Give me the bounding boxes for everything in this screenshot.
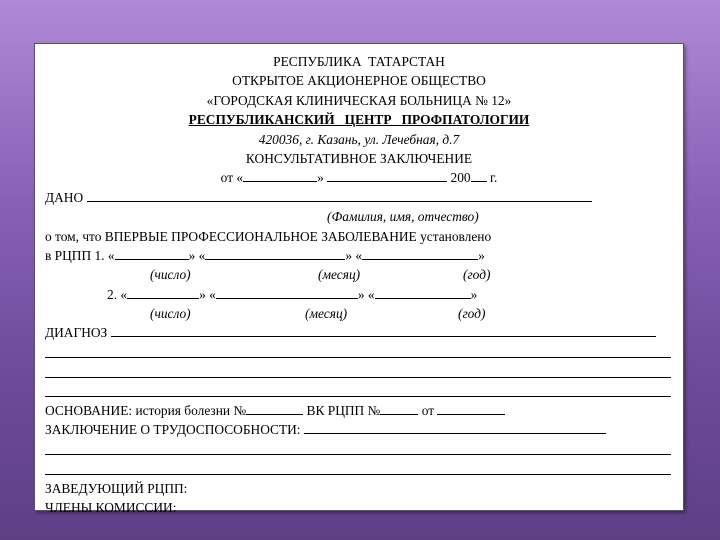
hint-month: (месяц) — [305, 306, 348, 322]
basis-from-label: от — [421, 403, 435, 419]
quote-open: « — [355, 247, 363, 263]
hint-year: (год) — [463, 267, 491, 283]
members-line: ЧЛЕНЫ КОМИССИИ: — [45, 499, 177, 515]
rcpp2-day-blank[interactable] — [127, 287, 199, 299]
date-year-prefix: 200 — [450, 170, 471, 186]
quote-close: » — [345, 247, 353, 263]
diagnosis-blank[interactable] — [111, 325, 656, 337]
quote-open: « — [209, 286, 216, 302]
quote-open: « — [367, 286, 375, 302]
hint-day: (число) — [150, 306, 191, 322]
rcpp1-day-blank[interactable] — [115, 248, 189, 260]
date-quote-close: » — [317, 170, 324, 186]
rcpp2-year-blank[interactable] — [375, 287, 471, 299]
rcpp2-hints — [45, 304, 673, 323]
fio-hint: (Фамилия, имя, отчество) — [327, 209, 479, 225]
diagnosis-extra-line[interactable] — [45, 382, 673, 401]
hint-year: (год) — [458, 306, 486, 322]
vk-number-blank[interactable] — [380, 403, 418, 415]
diagnosis-extra-line[interactable] — [45, 362, 673, 381]
quote-close: » — [199, 286, 206, 302]
work-capacity-extra-line[interactable] — [45, 440, 673, 459]
diagnosis-extra-line[interactable] — [45, 343, 673, 362]
rcpp-line-1 — [45, 246, 673, 265]
vk-label: ВК РЦПП № — [306, 403, 381, 419]
rcpp1-month-blank[interactable] — [205, 248, 345, 260]
rcpp1-hints — [45, 265, 673, 284]
date-year-blank[interactable] — [471, 170, 487, 182]
quote-open: « — [198, 247, 206, 263]
date-line — [45, 168, 673, 187]
work-capacity-line — [45, 420, 673, 439]
quote-close: » — [478, 247, 485, 263]
header-company-type: ОТКРЫТОЕ АКЦИОНЕРНОЕ ОБЩЕСТВО — [232, 73, 486, 89]
header-republic: РЕСПУБЛИКА ТАТАРСТАН — [273, 54, 445, 69]
work-capacity-extra-line[interactable] — [45, 459, 673, 478]
work-capacity-blank[interactable] — [304, 422, 606, 434]
diagnosis-label: ДИАГНОЗ — [45, 325, 108, 341]
quote-close: » — [357, 286, 365, 302]
rcpp-line-2 — [45, 285, 673, 304]
dano-blank[interactable] — [87, 190, 592, 202]
basis-date-blank[interactable] — [437, 403, 505, 415]
quote-close: » — [188, 247, 196, 263]
item2-label: 2. « — [107, 286, 128, 302]
hint-month: (месяц) — [318, 267, 361, 283]
date-month-blank[interactable] — [327, 170, 447, 182]
date-suffix: г. — [489, 170, 498, 186]
header-hospital: «ГОРОДСКАЯ КЛИНИЧЕСКАЯ БОЛЬНИЦА № 12» — [206, 92, 512, 108]
head-line: ЗАВЕДУЮЩИЙ РЦПП: — [45, 480, 188, 496]
header-center — [45, 110, 673, 129]
fio-hint-line — [45, 207, 673, 226]
quote-close: » — [470, 286, 478, 302]
header-address: 420036, г. Казань, ул. Лечебная, д.7 — [258, 131, 460, 147]
rcpp1-label: в РЦПП 1. « — [45, 247, 115, 263]
hint-day: (число) — [150, 267, 191, 283]
date-prefix: от « — [220, 170, 244, 186]
dano-label: ДАНО — [45, 189, 84, 205]
work-capacity-label: ЗАКЛЮЧЕНИЕ О ТРУДОСПОСОБНОСТИ: — [45, 422, 301, 438]
diagnosis-line — [45, 323, 673, 342]
basis-label: ОСНОВАНИЕ: история болезни № — [45, 403, 247, 419]
history-number-blank[interactable] — [246, 403, 303, 415]
document-title: КОНСУЛЬТАТИВНОЕ ЗАКЛЮЧЕНИЕ — [245, 150, 473, 166]
about-line: о том, что ВПЕРВЫЕ ПРОФЕССИОНАЛЬНОЕ ЗАБОЛЕВАНИЕ установлено — [45, 228, 492, 244]
consultative-conclusion-form — [34, 43, 684, 515]
center-name: РЕСПУБЛИКАНСКИЙ ЦЕНТР ПРОФПАТОЛОГИИ — [188, 112, 530, 128]
dano-line — [45, 188, 673, 207]
rcpp2-month-blank[interactable] — [216, 287, 358, 299]
date-day-blank[interactable] — [243, 170, 317, 182]
basis-line — [45, 401, 673, 420]
rcpp1-year-blank[interactable] — [362, 248, 478, 260]
